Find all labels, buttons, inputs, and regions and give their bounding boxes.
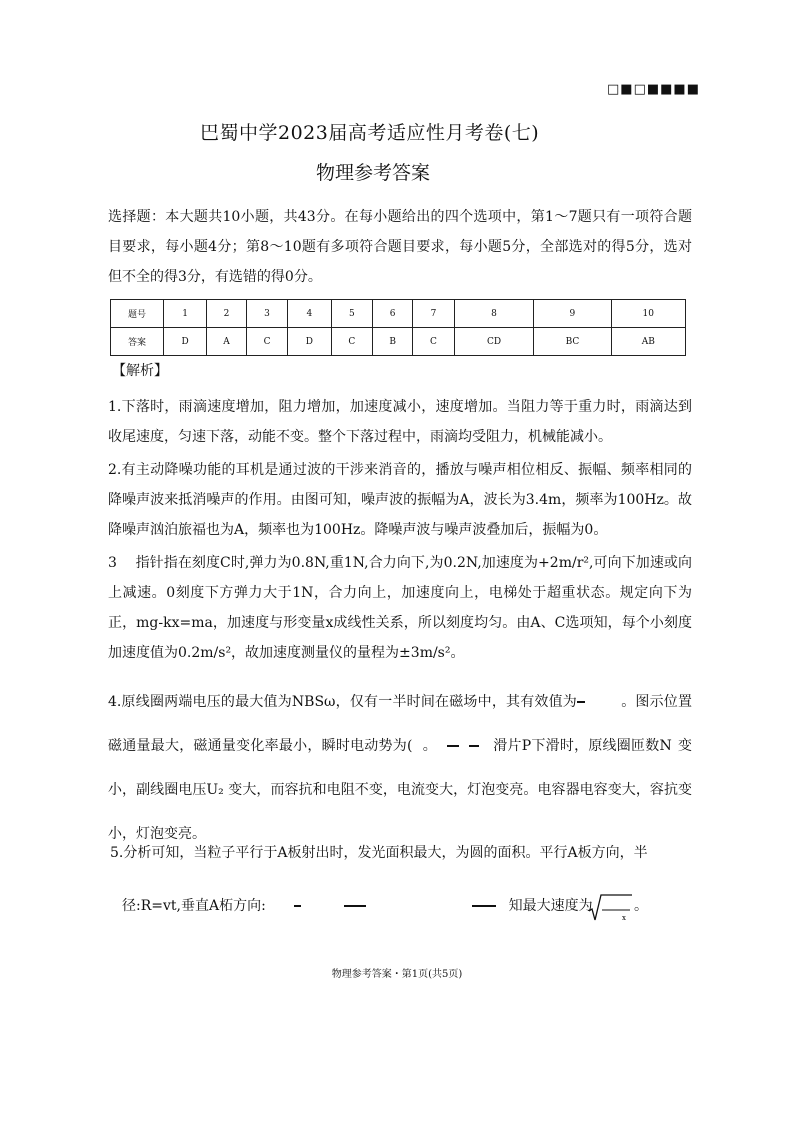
q4-text-3: 。 (422, 738, 437, 754)
radicand-mark: x (622, 914, 626, 922)
q5-text-2: 知最大速度为 (508, 898, 593, 914)
formula-placeholder (294, 905, 301, 907)
analysis-q5-line1: 5.分析可知，当粒子平行于A板射出时，发光面积最大，为圆的面积。平行A板方向，半 (110, 845, 648, 861)
formula-placeholder (472, 905, 496, 907)
table-cell: AB (611, 328, 685, 356)
q5-period: 。 (634, 898, 648, 914)
table-cell: C (246, 328, 288, 356)
formula-placeholder (344, 905, 366, 907)
table-cell: CD (454, 328, 534, 356)
table-cell: 9 (534, 300, 611, 328)
analysis-q2: 2.有主动降噪功能的耳机是通过波的干涉来消音的，播放与噪声相位相反、振幅、频率相同的降噪声波来抵消噪声的作用。由图可知，噪声波的振幅为A，波长为3.4m，频率为100Hz。故降噪声汹泊旅福也为A，频率也为100Hz。降噪声波与噪声波叠加后，振幅为0。 (108, 462, 692, 538)
table-cell: D (288, 328, 331, 356)
q4-text-2: 。图示位置磁通量最大，磁通量变化率最小，瞬时电动势为( (108, 694, 693, 754)
table-row-numbers (111, 300, 686, 328)
row-label-answer: 答案 (111, 328, 164, 356)
q5-text-1: 径:R=vt,垂直A柘方向: (122, 898, 266, 914)
table-cell: 1 (164, 300, 207, 328)
intro-paragraph: 选择题：本大题共10小题，共43分。在每小题给出的四个选项中，第1～7题只有一项符合题目要求，每小题4分；第8～10题有多项符合题目要求，每小题5分，全部选对的得5分，选对但不全的得3分，有选错的得0分。 (108, 209, 692, 285)
sqrt-symbol (588, 893, 632, 923)
document-code: □■□■■■■ (607, 82, 700, 97)
analysis-q3: 3 指针指在刻度C时,弹力为0.8N,重1N,合力向下,为0.2N,加速度为+2m/r²,可向下加速或向上减速。0刻度下方弹力大于1N，合力向上，加速度向上，电梯处于超重状态。规定向下为正，mg-kx=ma，加速度与形变量x成线性关系，所以刻度均匀。由A、C选项知，每个小刻度加速度值为0.2m/s²，故加速度测量仪的量程为±3m/s²。 (108, 555, 692, 661)
table-cell: 4 (288, 300, 331, 328)
row-label-number: 题号 (111, 300, 164, 328)
table-cell: C (413, 328, 455, 356)
analysis-heading: 【解析】 (112, 363, 168, 379)
analysis-q5-line2 (122, 895, 593, 915)
table-cell: 5 (331, 300, 373, 328)
table-cell: 3 (246, 300, 288, 328)
q4-text-1: 4.原线圈两端电压的最大值为NBSω，仅有一半时间在磁场中，其有效值为 (108, 694, 578, 710)
analysis-q4 (108, 680, 692, 856)
table-cell: C (331, 328, 373, 356)
formula-placeholder (577, 701, 585, 703)
answer-table (110, 299, 686, 356)
analysis-q1: 1.下落时，雨滴速度增加，阻力增加，加速度减小，速度增加。当阻力等于重力时，雨滴达到收尾速度，匀速下落，动能不变。整个下落过程中，雨滴均受阻力，机械能减小。 (108, 399, 692, 445)
table-cell: 10 (611, 300, 685, 328)
formula-placeholder (469, 745, 479, 747)
q4-text-5: 变小，副线圈电压U₂ 变大，而容抗和电阻不变，电流变大，灯泡变亮。电容器电容变大，容抗变小，灯泡变亮。 (108, 738, 693, 842)
table-cell: A (207, 328, 246, 356)
table-cell: D (164, 328, 207, 356)
page-title: 巴蜀中学2023届高考适应性月考卷(七) (200, 122, 540, 144)
formula-placeholder (447, 745, 459, 747)
table-cell: BC (534, 328, 611, 356)
page-footer: 物理参考答案・第1页(共5页) (331, 969, 463, 980)
table-cell: 8 (454, 300, 534, 328)
table-row-answers (111, 328, 686, 356)
q4-text-4: 滑片P下滑时，原线圈匝数N (492, 738, 672, 754)
table-cell: 6 (373, 300, 413, 328)
table-cell: 7 (413, 300, 455, 328)
table-cell: B (373, 328, 413, 356)
table-cell: 2 (207, 300, 246, 328)
page-subtitle: 物理参考答案 (316, 162, 431, 184)
